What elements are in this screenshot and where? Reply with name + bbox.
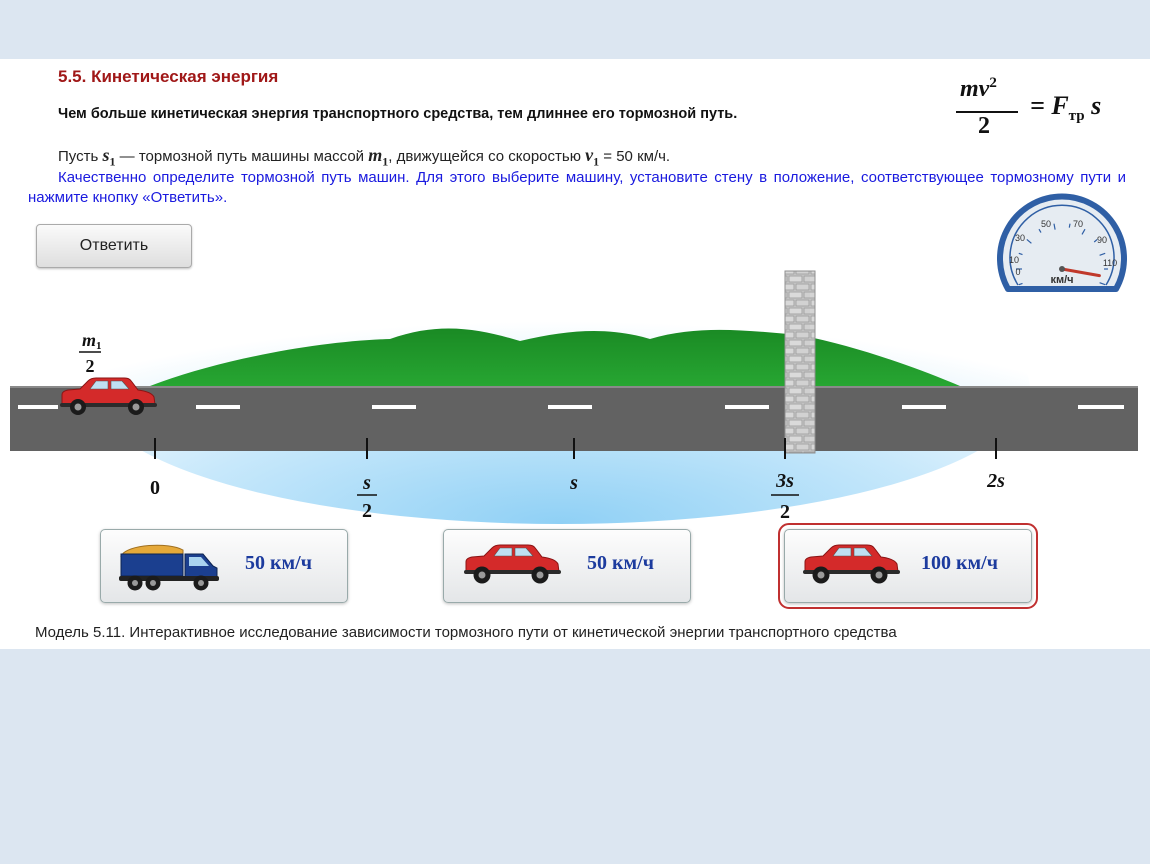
axis-label-0: 0 (150, 477, 160, 499)
speedo-tick-90: 90 (1096, 235, 1108, 245)
formula-force-sub: тр (1068, 108, 1085, 125)
vehicle-speed-car-100: 100 км/ч (921, 552, 998, 574)
speedo-tick-0: 0 (1015, 267, 1021, 277)
axis-label-s: s (570, 472, 578, 494)
speedometer (1000, 197, 1124, 289)
speedometer-hub (1059, 266, 1065, 272)
vehicle-speed-car-50: 50 км/ч (587, 552, 654, 574)
mass-label-m: m (82, 330, 97, 350)
brick-wall[interactable] (785, 271, 815, 453)
vehicle-option-car-100[interactable] (784, 529, 1032, 603)
mass-label-den: 2 (85, 356, 95, 376)
truck-icon (117, 538, 223, 594)
symbol-v-sub: 1 (593, 154, 600, 169)
problem-text-1: Пусть (58, 148, 103, 165)
vehicle-speed-truck: 50 км/ч (245, 552, 312, 574)
axis-label-3s-half-den: 2 (780, 501, 790, 523)
speedo-tick-70: 70 (1072, 219, 1084, 229)
formula-power: 2 (989, 75, 997, 91)
road-edge (10, 386, 1138, 388)
formula-denominator: 2 (978, 113, 990, 139)
axis-label-s-half-num: s (363, 472, 371, 494)
axis-label-s-half-den: 2 (362, 500, 372, 522)
speedometer-unit: км/ч (1050, 274, 1074, 286)
formula-distance: s (1084, 91, 1102, 120)
vehicle-option-car-50[interactable] (443, 529, 691, 603)
axis-label-3s-half-num: 3s (776, 470, 794, 492)
lead-statement: Чем больше кинетическая энергия транспортного средства, тем длиннее его тормозной путь. (58, 106, 738, 122)
section-title: 5.5. Кинетическая энергия (58, 67, 279, 86)
figure-caption: Модель 5.11. Интерактивное исследование зависимости тормозного пути от кинетической энергии транспортного средства (35, 624, 897, 641)
mass-label-num (82, 330, 102, 352)
problem-text-3: , движущейся со скоростью (388, 148, 586, 165)
vehicle-option-truck[interactable] (100, 529, 348, 603)
car-icon (801, 542, 905, 592)
symbol-s: s (102, 145, 110, 165)
answer-button[interactable]: Ответить (36, 224, 192, 268)
speedo-tick-10: 10 (1008, 255, 1020, 265)
formula-mv: mv (960, 76, 990, 102)
speedometer-tick (1069, 224, 1070, 228)
speedo-tick-110: 110 (1102, 258, 1118, 268)
speedo-tick-50: 50 (1040, 219, 1052, 229)
car-icon (462, 542, 566, 592)
axis-label-2s: 2s (987, 470, 1005, 492)
symbol-v: v (585, 145, 594, 165)
slide (0, 59, 1150, 649)
speedo-tick-30: 30 (1014, 233, 1026, 243)
formula-force: = F (1030, 91, 1069, 120)
problem-text-2: — тормозной путь машины массой (115, 148, 369, 165)
problem-text-4: = 50 км/ч. (599, 148, 671, 165)
symbol-m-sub: 1 (382, 154, 389, 169)
road-scene (0, 59, 1150, 559)
mass-label-sub: 1 (96, 340, 102, 352)
task-instructions: Качественно определите тормозной путь машин. Для этого выберите машину, установите стену в положение, соответствующее тормозному пути и нажмите кнопку «Ответить». (28, 169, 1126, 206)
symbol-m: m (368, 145, 383, 165)
symbol-s-sub: 1 (109, 154, 116, 169)
